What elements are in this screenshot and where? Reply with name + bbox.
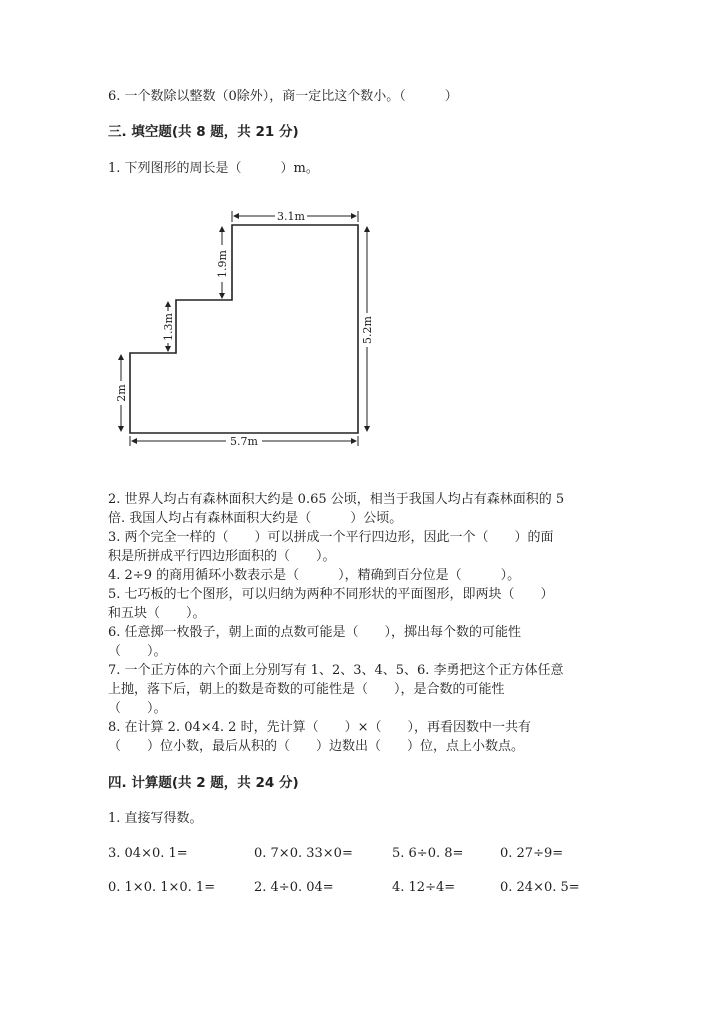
fill-question-8-line-2: （ ）位小数，最后从积的（ ）边数出（ ）位，点上小数点。	[108, 739, 525, 754]
fill-question-4: 4. 2÷9 的商用循环小数表示是（ ），精确到百分位是（ ）。	[108, 568, 521, 583]
label-upper-step: 1.9m	[216, 250, 229, 278]
label-right-length: 5.2m	[361, 316, 374, 344]
section-3-heading: 三. 填空题(共 8 题，共 21 分)	[108, 124, 299, 140]
section-4-heading: 四. 计算题(共 2 题，共 24 分)	[108, 775, 299, 791]
calc-item: 4. 12÷4=	[392, 880, 456, 895]
fill-question-3-line-1: 3. 两个完全一样的（ ）可以拼成一个平行四边形，因此一个（ ）的面	[108, 530, 554, 545]
fill-question-2-line-1: 2. 世界人均占有森林面积大约是 0.65 公顷，相当于我国人均占有森林面积的 5	[108, 492, 565, 507]
fill-question-8-line-1: 8. 在计算 2. 04×4. 2 时，先计算（ ）×（ ），再看因数中一共有	[108, 720, 531, 735]
fill-question-5-line-2: 和五块（ ）。	[108, 606, 206, 621]
calc-item: 0. 1×0. 1×0. 1=	[108, 880, 216, 895]
fill-question-1: 1. 下列图形的周长是（ ）m。	[108, 161, 319, 176]
calc-item: 3. 04×0. 1=	[108, 846, 188, 861]
judge-question-6: 6. 一个数除以整数（0除外），商一定比这个数小。（ ）	[108, 89, 458, 104]
fill-question-6-line-1: 6. 任意掷一枚骰子，朝上面的点数可能是（ ），掷出每个数的可能性	[108, 625, 522, 640]
calc-item: 0. 7×0. 33×0=	[254, 846, 353, 861]
calc-item: 2. 4÷0. 04=	[254, 880, 334, 895]
label-bottom-length: 5.7m	[230, 435, 258, 448]
label-left-side: 2m	[115, 384, 128, 402]
label-middle-step: 1.3m	[162, 313, 175, 341]
calc-item: 0. 27÷9=	[500, 846, 564, 861]
fill-question-7-line-3: （ ）。	[108, 701, 167, 716]
fill-question-6-line-2: （ ）。	[108, 644, 167, 659]
calc-item: 0. 24×0. 5=	[500, 880, 580, 895]
fill-question-5-line-1: 5. 七巧板的七个图形，可以归纳为两种不同形状的平面图形，即两块（ ）	[108, 587, 554, 602]
fill-question-3-line-2: 积是所拼成平行四边形面积的（ ）。	[108, 549, 336, 564]
fill-question-7-line-2: 上抛，落下后，朝上的数是奇数的可能性是（ ），是合数的可能性	[108, 682, 505, 697]
calc-item: 5. 6÷0. 8=	[392, 846, 464, 861]
calc-question-1: 1. 直接写得数。	[108, 811, 203, 826]
fill-question-2-line-2: 倍. 我国人均占有森林面积大约是（ ）公顷。	[108, 511, 403, 526]
perimeter-figure	[0, 0, 720, 460]
label-top-length: 3.1m	[277, 210, 305, 223]
fill-question-7-line-1: 7. 一个正方体的六个面上分别写有 1、2、3、4、5、6. 李勇把这个正方体任意	[108, 663, 564, 678]
